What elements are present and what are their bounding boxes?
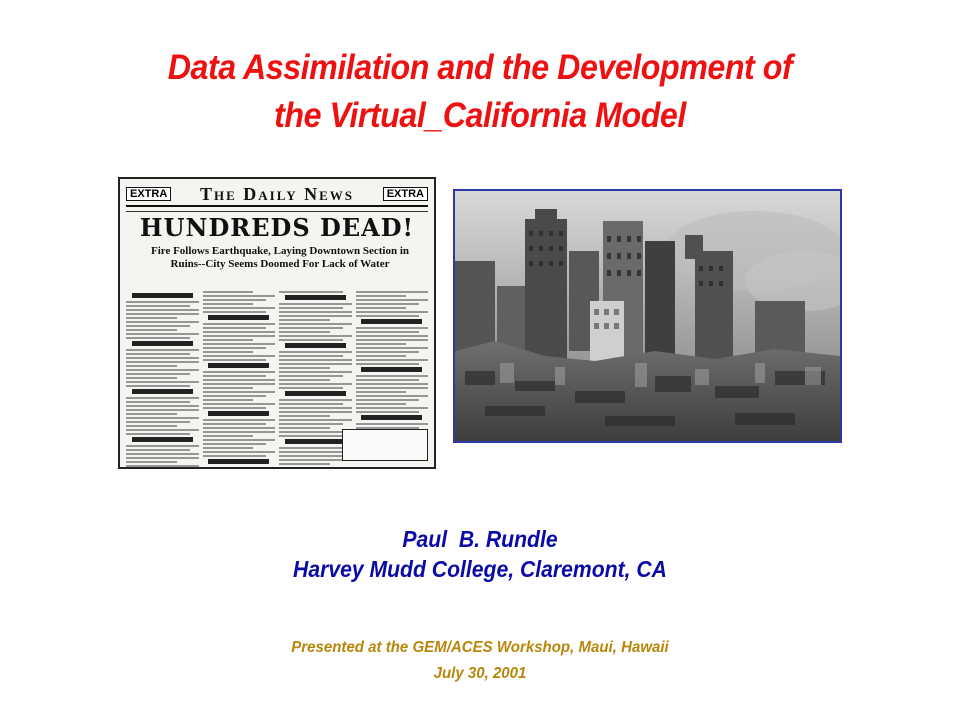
newspaper-dateline	[126, 207, 428, 212]
newspaper-column	[203, 291, 276, 463]
newspaper-image	[118, 177, 436, 469]
presented-date: July 30, 2001	[433, 665, 527, 682]
newspaper-headline: HUNDREDS DEAD!	[139, 213, 415, 242]
presentation-info	[29, 635, 931, 687]
newspaper-masthead	[126, 183, 428, 207]
slide-title	[38, 44, 921, 140]
ruins-photo-graphic	[455, 191, 840, 441]
author-affiliation: Harvey Mudd College, Claremont, CA	[293, 556, 667, 582]
newspaper-name: The Daily News	[199, 183, 354, 204]
newspaper-column	[126, 291, 199, 463]
newspaper-subhead: Fire Follows Earthquake, Laying Downtown Section in Ruins--City Seems Doomed For Lack of Water	[150, 245, 410, 270]
author-name: Paul B. Rundle	[402, 526, 558, 552]
presented-venue: Presented at the GEM/ACES Workshop, Maui, Hawaii	[291, 639, 669, 656]
earthquake-ruins-photo	[453, 189, 842, 443]
title-line-1: Data Assimilation and the Development of	[167, 48, 793, 87]
title-line-2: the Virtual_California Model	[274, 96, 686, 135]
extra-label-left: EXTRA	[126, 187, 171, 201]
newspaper-column	[279, 291, 352, 463]
extra-label-right: EXTRA	[383, 187, 428, 201]
author-block	[38, 524, 921, 584]
newspaper-box	[342, 429, 428, 461]
